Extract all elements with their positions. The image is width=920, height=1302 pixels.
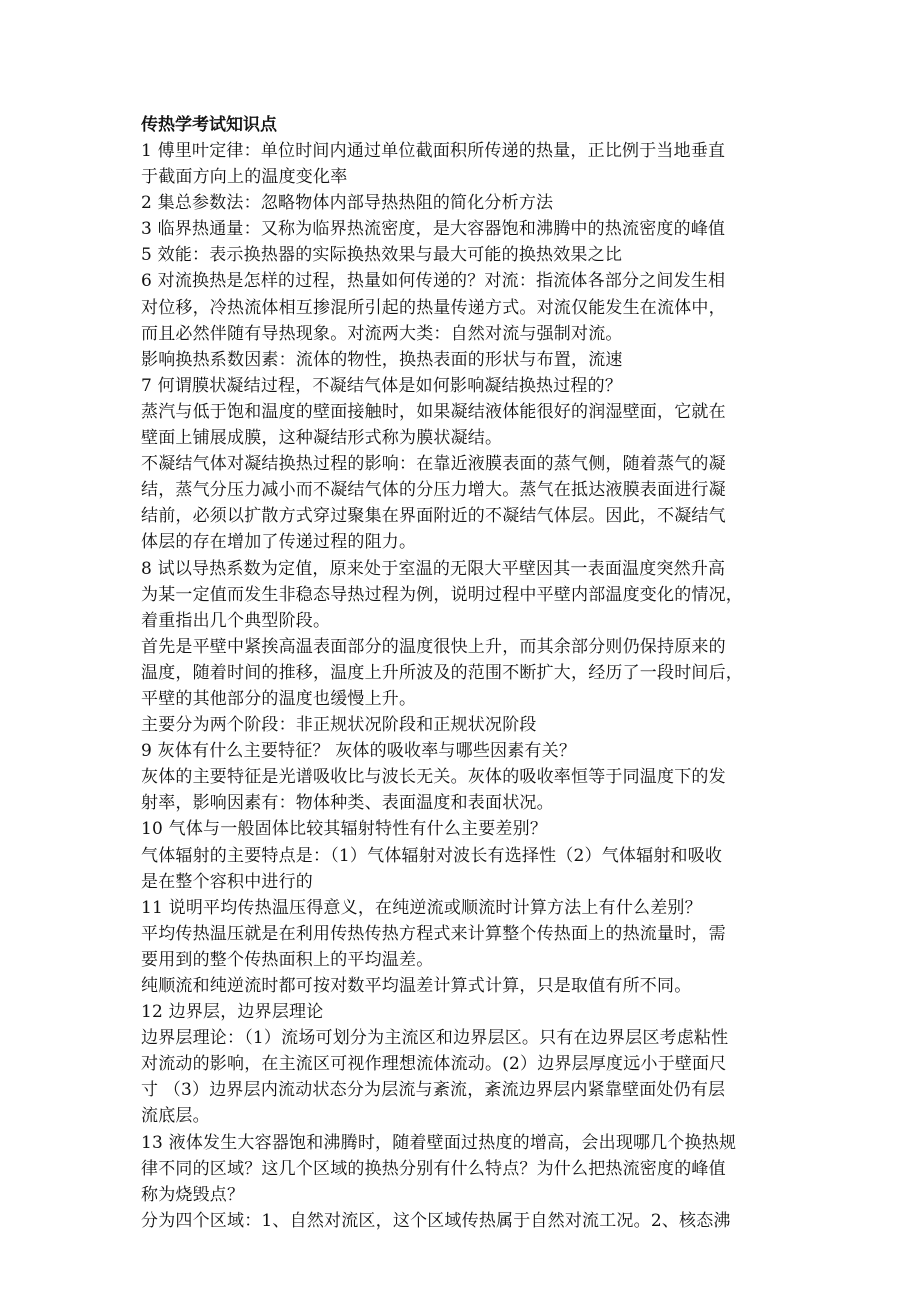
- text-line: 流底层。: [141, 1106, 210, 1127]
- text-line: 2 集总参数法：忽略物体内部导热热阻的简化分析方法: [141, 193, 554, 214]
- text-line: 要用到的整个传热面积上的平均温差。: [141, 949, 434, 970]
- text-line: 是在整个容积中进行的: [141, 871, 313, 892]
- text-line: 称为烧毁点？: [141, 1184, 245, 1205]
- text-line: 6 对流换热是怎样的过程，热量如何传递的？对流：指流体各部分之间发生相: [141, 271, 726, 292]
- text-line: 首先是平壁中紧挨高温表面部分的温度很快上升，而其余部分则仍保持原来的: [141, 636, 726, 657]
- text-line: 壁面上铺展成膜，这种凝结形式称为膜状凝结。: [141, 428, 503, 449]
- text-line: 13 液体发生大容器饱和沸腾时，随着壁面过热度的增高，会出现哪几个换热规: [141, 1132, 737, 1153]
- text-line: 结前，必须以扩散方式穿过聚集在界面附近的不凝结气体层。因此，不凝结气: [141, 506, 726, 527]
- text-line: 灰体的主要特征是光谱吸收比与波长无关。灰体的吸收率恒等于同温度下的发: [141, 767, 726, 788]
- text-line: 边界层理论：（1）流场可划分为主流区和边界层区。只有在边界层区考虑粘性: [141, 1028, 729, 1049]
- text-line: 主要分为两个阶段：非正规状况阶段和正规状况阶段: [141, 715, 537, 736]
- document-text: [141, 138, 781, 1234]
- text-line: 气体辐射的主要特点是：（1）气体辐射对波长有选择性（2）气体辐射和吸收: [141, 845, 723, 866]
- text-line: 11 说明平均传热温压得意义，在纯逆流或顺流时计算方法上有什么差别？: [141, 897, 702, 918]
- text-line: 寸 （3）边界层内流动状态分为层流与紊流，紊流边界层内紧靠壁面处仍有层: [141, 1080, 726, 1101]
- document-body: [141, 112, 781, 1234]
- text-line: 于截面方向上的温度变化率: [141, 167, 348, 188]
- text-line: 8 试以导热系数为定值，原来处于室温的无限大平壁因其一表面温度突然升高: [141, 558, 726, 579]
- text-line: 结，蒸气分压力减小而不凝结气体的分压力增大。蒸气在抵达液膜表面进行凝: [141, 480, 726, 501]
- text-line: 温度，随着时间的推移，温度上升所波及的范围不断扩大，经历了一段时间后，: [141, 662, 743, 683]
- text-line: 影响换热系数因素：流体的物性，换热表面的形状与布置，流速: [141, 349, 623, 370]
- text-line: 9 灰体有什么主要特征？ 灰体的吸收率与哪些因素有关？: [141, 741, 577, 762]
- text-line: 体层的存在增加了传递过程的阻力。: [141, 532, 417, 553]
- text-line: 律不同的区域？这几个区域的换热分别有什么特点？为什么把热流密度的峰值: [141, 1158, 726, 1179]
- text-line: 蒸汽与低于饱和温度的壁面接触时，如果凝结液体能很好的润湿壁面，它就在: [141, 401, 726, 422]
- text-line: 为某一定值而发生非稳态导热过程为例，说明过程中平壁内部温度变化的情况，: [141, 584, 743, 605]
- text-line: 对位移，冷热流体相互掺混所引起的热量传递方式。对流仅能发生在流体中，: [141, 297, 726, 318]
- text-line: 平壁的其他部分的温度也缓慢上升。: [141, 688, 417, 709]
- text-line: 3 临界热通量：又称为临界热流密度，是大容器饱和沸腾中的热流密度的峰值: [141, 219, 726, 240]
- text-line: 7 何谓膜状凝结过程，不凝结气体是如何影响凝结换热过程的？: [141, 375, 623, 396]
- text-line: 12 边界层，边界层理论: [141, 1002, 324, 1023]
- text-line: 不凝结气体对凝结换热过程的影响：在靠近液膜表面的蒸气侧，随着蒸气的凝: [141, 454, 726, 475]
- document-title: 传热学考试知识点: [141, 115, 277, 135]
- text-line: 5 效能：表示换热器的实际换热效果与最大可能的换热效果之比: [141, 245, 623, 266]
- text-line: 纯顺流和纯逆流时都可按对数平均温差计算式计算，只是取值有所不同。: [141, 976, 692, 996]
- text-line: 对流动的影响，在主流区可视作理想流体流动。(2）边界层厚度远小于壁面尺: [141, 1054, 727, 1075]
- text-line: 1 傅里叶定律：单位时间内通过单位截面积所传递的热量，正比例于当地垂直: [141, 141, 726, 161]
- text-line: 而且必然伴随有导热现象。对流两大类：自然对流与强制对流。: [141, 323, 623, 344]
- text-line: 10 气体与一般固体比较其辐射特性有什么主要差别？: [141, 819, 548, 840]
- text-line: 着重指出几个典型阶段。: [141, 610, 331, 631]
- text-line: 射率，影响因素有：物体种类、表面温度和表面状况。: [141, 793, 554, 814]
- text-line: 分为四个区域：1、自然对流区，这个区域传热属于自然对流工况。2、核态沸: [141, 1210, 731, 1231]
- text-line: 平均传热温压就是在利用传热传热方程式来计算整个传热面上的热流量时，需: [141, 923, 726, 944]
